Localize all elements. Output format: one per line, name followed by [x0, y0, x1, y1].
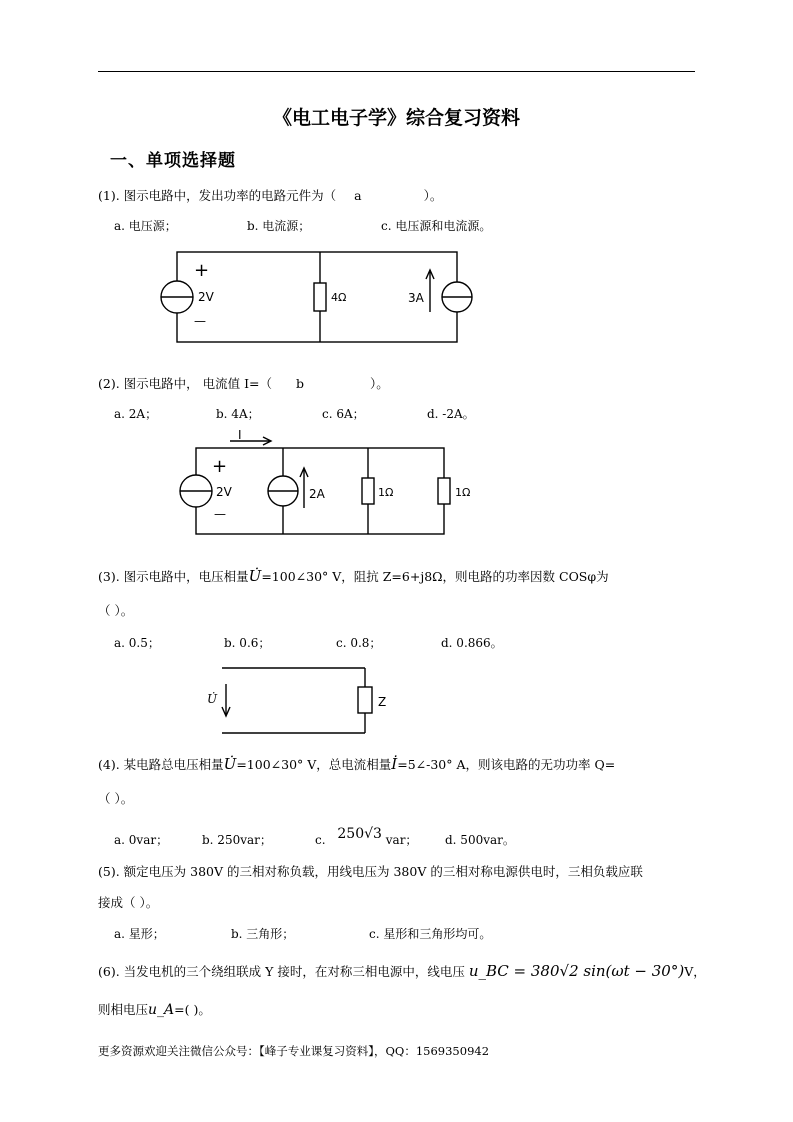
q1-close: ）。: [423, 188, 443, 203]
page-footer: 更多资源欢迎关注微信公众号：【峰子专业课复习资料】，QQ：1569350942: [98, 1044, 490, 1058]
question-2: [98, 374, 389, 392]
q2-r2-label: 1Ω: [455, 486, 471, 499]
q3-option-c: c. 0.8；: [336, 636, 382, 650]
q2-circuit-frame: [196, 448, 444, 534]
q6-line2: [98, 1000, 211, 1018]
q4-stem-b: =100∠30° V，总电流相量: [236, 757, 392, 772]
q2-option-c: c. 6A；: [322, 407, 365, 421]
q1-voltage-source: [161, 281, 193, 313]
q3-option-b: b. 0.6；: [224, 636, 271, 650]
q2-close: ）。: [370, 376, 389, 391]
q6-formula: u_BC = 380√2 sin(ωt − 30°): [468, 962, 685, 980]
q4-option-c: [315, 826, 418, 848]
question-1: [98, 186, 442, 204]
q4-option-b: b. 250var；: [202, 833, 272, 847]
q1-stem: (1). 图示电路中，发出功率的电路元件为（: [98, 188, 337, 203]
q4-option-a: a. 0var；: [114, 833, 169, 847]
page-title: 《电工电子学》综合复习资料: [272, 107, 520, 129]
q4-option-d: d. 500var。: [445, 833, 515, 847]
q1-is-label: 3A: [408, 291, 424, 305]
q1-circuit-frame: [177, 252, 457, 342]
q3-stem-b: =100∠30° V，阻抗 Z=6+j8Ω，则电路的功率因数 COSφ为: [261, 569, 609, 584]
question-3: [98, 567, 609, 585]
q1-resistor: [314, 283, 326, 311]
q1-plus: +: [194, 260, 210, 281]
q2-is-label: 2A: [309, 487, 325, 501]
q5-option-b: b. 三角形；: [231, 927, 295, 941]
q1-option-a: a. 电压源；: [114, 219, 177, 233]
q3-blank: （ ）。: [98, 603, 134, 618]
q2-stem: (2). 图示电路中， 电流值 I=（: [98, 376, 273, 391]
q4-blank: （ ）。: [98, 791, 134, 806]
q2-vs-label: 2V: [216, 485, 232, 499]
q3-option-a: a. 0.5；: [114, 636, 160, 650]
question-6: [98, 962, 706, 980]
q2-option-d: d. -2A。: [427, 407, 475, 421]
q6-unit: V，: [684, 964, 706, 979]
q4-option-c-unit: var；: [385, 833, 418, 847]
q1-r-label: 4Ω: [331, 291, 347, 304]
q3-stem-a: (3). 图示电路中，电压相量: [98, 569, 249, 584]
q4-phasor-u: U̇: [223, 755, 237, 773]
q2-option-a: a. 2A；: [114, 407, 158, 421]
q3-option-d: d. 0.866。: [441, 636, 503, 650]
q1-answer: a: [354, 188, 362, 203]
q5-option-c: c. 星形和三角形均可。: [369, 927, 492, 941]
q1-minus: —: [194, 314, 206, 328]
q4-option-c-letter: c.: [315, 833, 326, 847]
q2-resistor-2: [438, 478, 450, 504]
q2-current-source: [268, 476, 298, 506]
q2-answer: b: [296, 376, 305, 391]
question-4: [98, 755, 615, 773]
q2-resistor-1: [362, 478, 374, 504]
q4-stem-a: (4). 某电路总电压相量: [98, 757, 224, 772]
q2-r1-label: 1Ω: [378, 486, 394, 499]
q6-line2-a: 则相电压: [98, 1002, 149, 1017]
q1-option-b: b. 电流源；: [247, 219, 311, 233]
section-heading: 一、单项选择题: [110, 151, 236, 171]
q3-impedance: [358, 687, 372, 713]
q6-line1: (6). 当发电机的三个绕组联成 Y 接时，在对称三相电源中，线电压: [98, 964, 465, 979]
q2-voltage-source: [180, 475, 212, 507]
q2-option-b: b. 4A；: [216, 407, 260, 421]
q1-vs-label: 2V: [198, 290, 214, 304]
header-rule: [98, 71, 695, 72]
q4-phasor-i: İ: [391, 755, 398, 773]
q1-option-c: c. 电压源和电流源。: [381, 219, 492, 233]
q6-line2-b: =( )。: [174, 1002, 211, 1017]
q5-line1: (5). 额定电压为 380V 的三相对称负载，用线电压为 380V 的三相对称电源供电时，三相负载应联: [98, 864, 643, 879]
q1-current-source: [442, 282, 472, 312]
q6-var: u_A: [148, 1002, 175, 1018]
q3-voltage-label: U̇: [207, 692, 218, 706]
q2-minus: —: [214, 507, 226, 521]
q3-z-label: Z: [378, 695, 387, 709]
q3-phasor: U̇: [248, 567, 262, 585]
q5-line2: 接成（ ）。: [98, 895, 159, 910]
q5-option-a: a. 星形；: [114, 927, 165, 941]
q2-plus: +: [212, 456, 228, 477]
q4-stem-c: =5∠-30° A，则该电路的无功功率 Q=: [397, 757, 616, 772]
q4-option-c-value: 250√3: [337, 826, 382, 842]
q2-current-label: I: [238, 428, 242, 442]
